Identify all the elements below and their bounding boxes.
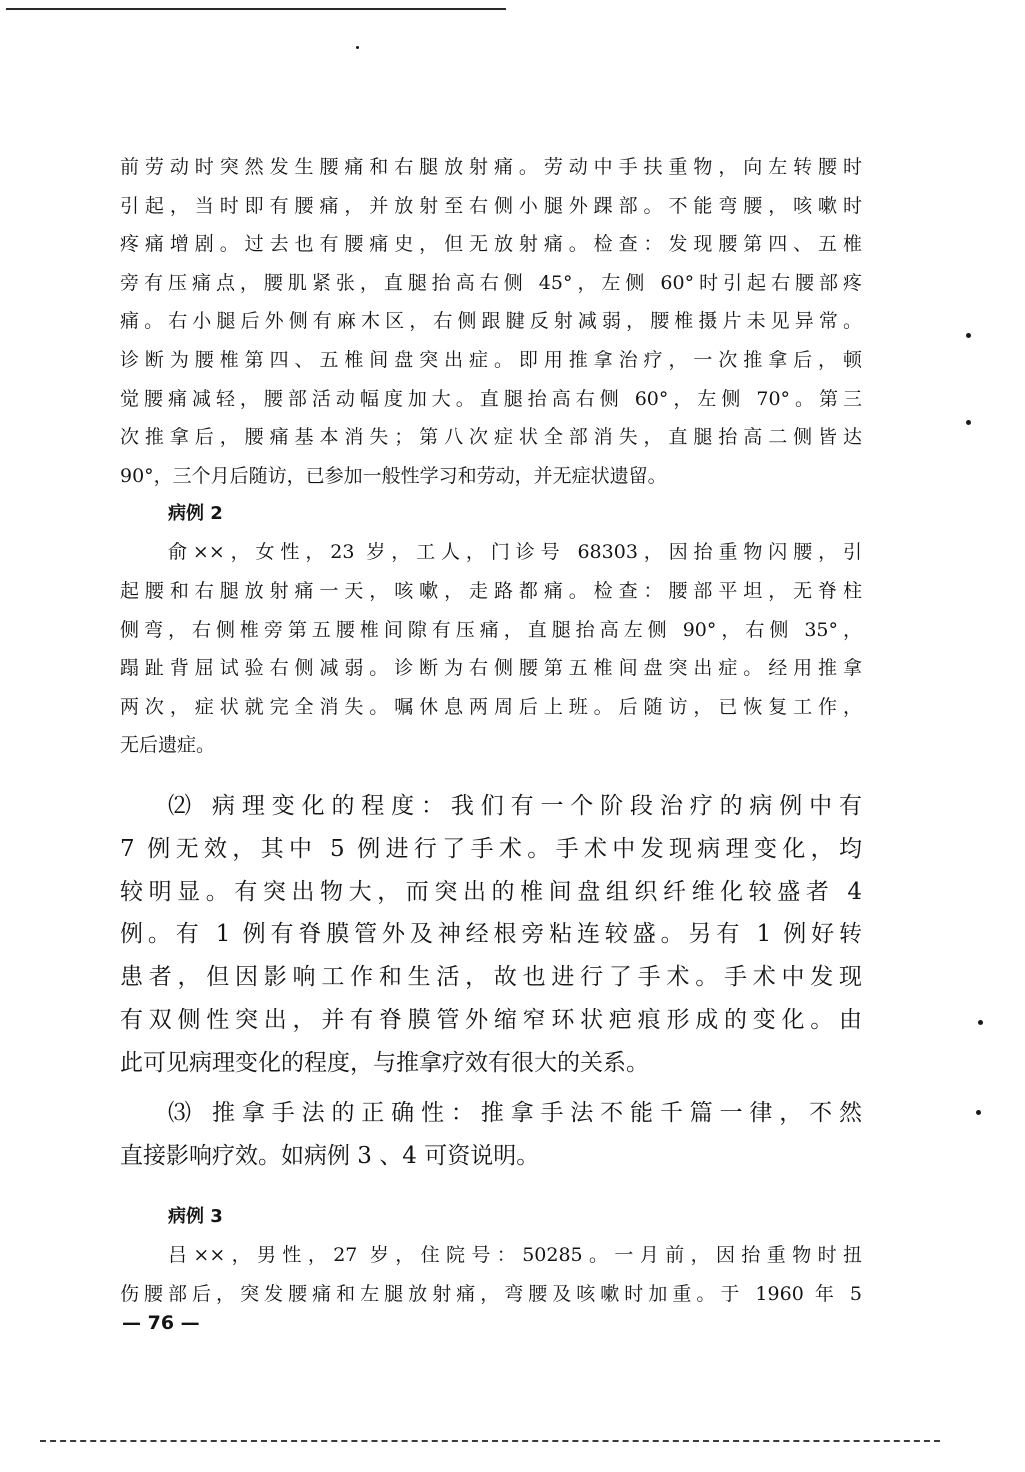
section2-paragraph	[120, 785, 862, 1085]
text-line: 诊断为腰椎第四、五椎间盘突出症。即用推拿治疗，一次推拿后，顿	[120, 348, 862, 371]
scan-edge-line-bottom	[40, 1440, 940, 1442]
text-line: 起腰和右腿放射痛一天，咳嗽，走路都痛。检查：腰部平坦，无脊柱	[120, 579, 862, 602]
scan-speck	[978, 1020, 983, 1025]
text-line: 觉腰痛减轻，腰部活动幅度加大。直腿抬高右侧 60°，左侧 70°。第三	[120, 387, 862, 410]
text-line: 伤腰部后，突发腰痛和左腿放射痛，弯腰及咳嗽时加重。于 1960 年 5	[120, 1282, 862, 1305]
text-line: 俞××，女性，23 岁，工人，门诊号 68303，因抬重物闪腰，引	[168, 541, 862, 564]
case3-heading: 病例 3	[168, 1206, 223, 1228]
text-line: 前劳动时突然发生腰痛和右腿放射痛。劳动中手扶重物，向左转腰时	[120, 156, 862, 178]
text-line: 有双侧性突出，并有脊膜管外缩窄环状疤痕形成的变化。由	[120, 1006, 862, 1033]
text-line: 直接影响疗效。如病例 3 、4 可资说明。	[120, 1143, 540, 1170]
case1-paragraph	[120, 148, 862, 495]
text-line: 侧弯，右侧椎旁第五腰椎间隙有压痛，直腿抬高左侧 90°，右侧 35°，	[120, 618, 862, 641]
page-number: — 76 —	[122, 1312, 200, 1334]
scan-speck	[966, 333, 971, 338]
text-line: 旁有压痛点，腰肌紧张，直腿抬高右侧 45°，左侧 60°时引起右腰部疼	[120, 271, 862, 294]
case3-paragraph	[120, 1236, 862, 1313]
scan-speck	[976, 1110, 981, 1115]
text-line: 吕××，男性，27 岁，住院号：50285。一月前，因抬重物时扭	[168, 1244, 862, 1267]
text-line: 蹋趾背屈试验右侧减弱。诊断为右侧腰第五椎间盘突出症。经用推拿	[120, 657, 862, 680]
text-line: 引起，当时即有腰痛，并放射至右侧小腿外踝部。不能弯腰，咳嗽时	[120, 194, 862, 217]
text-line: 两次，症状就完全消失。嘱休息两周后上班。后随访，已恢复工作，	[120, 695, 862, 718]
case2-paragraph	[120, 533, 862, 765]
scan-speck	[356, 46, 359, 49]
case2-heading: 病例 2	[168, 503, 223, 525]
text-line: ⑶ 推拿手法的正确性：推拿手法不能千篇一律，不然	[168, 1100, 862, 1127]
text-line: 例。有 1 例有脊膜管外及神经根旁粘连较盛。另有 1 例好转	[120, 921, 862, 948]
text-line: 患者，但因影响工作和生活，故也进行了手术。手术中发现	[120, 964, 862, 991]
text-line: 7 例无效，其中 5 例进行了手术。手术中发现病理变化，均	[120, 835, 862, 862]
text-line: 疼痛增剧。过去也有腰痛史，但无放射痛。检查：发现腰第四、五椎	[120, 233, 862, 256]
scan-edge-line-top	[6, 8, 506, 10]
text-line: 次推拿后，腰痛基本消失；第八次症状全部消失，直腿抬高二侧皆达	[120, 426, 862, 449]
text-line: 无后遗症。	[120, 734, 216, 757]
text-line: 较明显。有突出物大，而突出的椎间盘组织纤维化较盛者 4	[120, 878, 862, 905]
text-line: 痛。右小腿后外侧有麻木区，右侧跟腱反射减弱，腰椎摄片未见异常。	[120, 310, 862, 333]
text-line: 此可见病理变化的程度，与推拿疗效有很大的关系。	[120, 1049, 649, 1076]
text-line: ⑵ 病理变化的程度：我们有一个阶段治疗的病例中有	[168, 792, 862, 819]
text-line: 90°，三个月后随访，已参加一般性学习和劳动，并无症状遗留。	[120, 464, 667, 487]
page-body	[120, 148, 862, 1313]
scan-speck	[966, 420, 971, 425]
section3-paragraph	[120, 1092, 862, 1178]
